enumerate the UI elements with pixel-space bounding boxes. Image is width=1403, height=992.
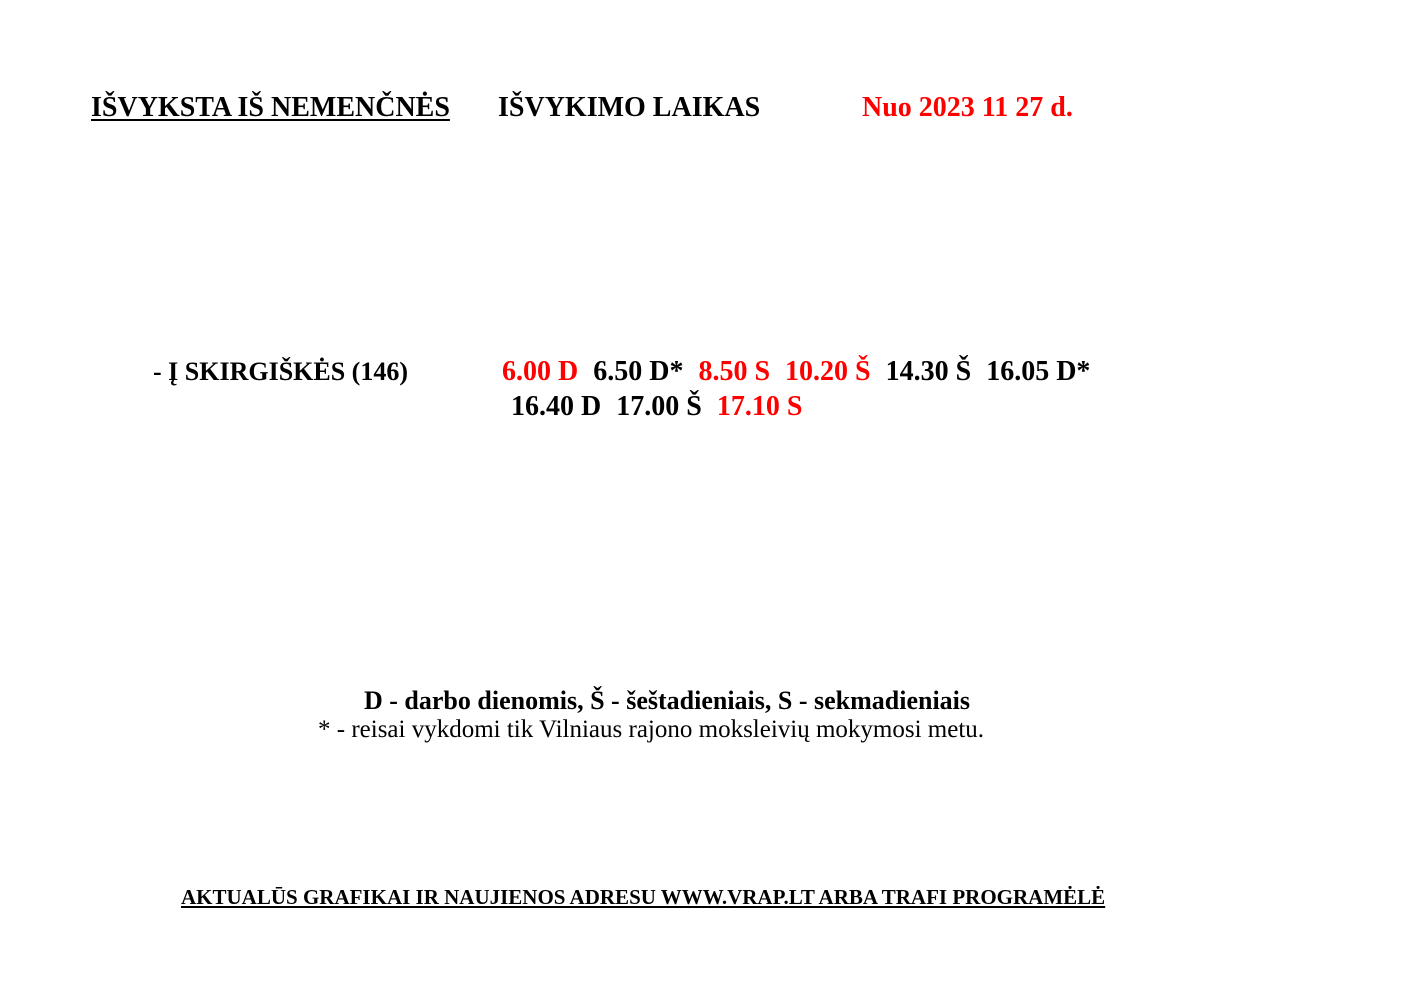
departure-time: 17.00 Š: [616, 391, 702, 422]
departure-time: 14.30 Š: [885, 356, 972, 387]
departure-times-line-1: [502, 356, 1090, 388]
departure-times-line-2: [511, 391, 802, 423]
departure-time: 6.50 D*: [593, 356, 684, 387]
departure-time: 6.00 D: [502, 356, 579, 387]
route-destination-label: - Į SKIRGIŠKĖS (146): [153, 357, 408, 386]
departure-time: 16.40 D: [511, 391, 602, 422]
footer-info-link-text: AKTUALŪS GRAFIKAI IR NAUJIENOS ADRESU WWW.VRAP.LT ARBA TRAFI PROGRAMĖLĖ: [181, 885, 1106, 909]
school-trips-note: * - reisai vykdomi tik Vilniaus rajono moksleivių mokymosi metu.: [318, 716, 985, 743]
day-legend: D - darbo dienomis, Š - šeštadieniais, S - sekmadieniais: [364, 686, 971, 715]
valid-from-date: Nuo 2023 11 27 d.: [862, 92, 1073, 123]
departure-time: 8.50 S: [698, 356, 771, 387]
departure-time: 16.05 D*: [986, 356, 1091, 387]
departure-stop-heading: IŠVYKSTA IŠ NEMENČNĖS: [91, 92, 450, 123]
departure-time: 10.20 Š: [785, 356, 871, 387]
departure-time: 17.10 S: [716, 391, 803, 422]
departure-time-heading: IŠVYKIMO LAIKAS: [498, 92, 761, 123]
